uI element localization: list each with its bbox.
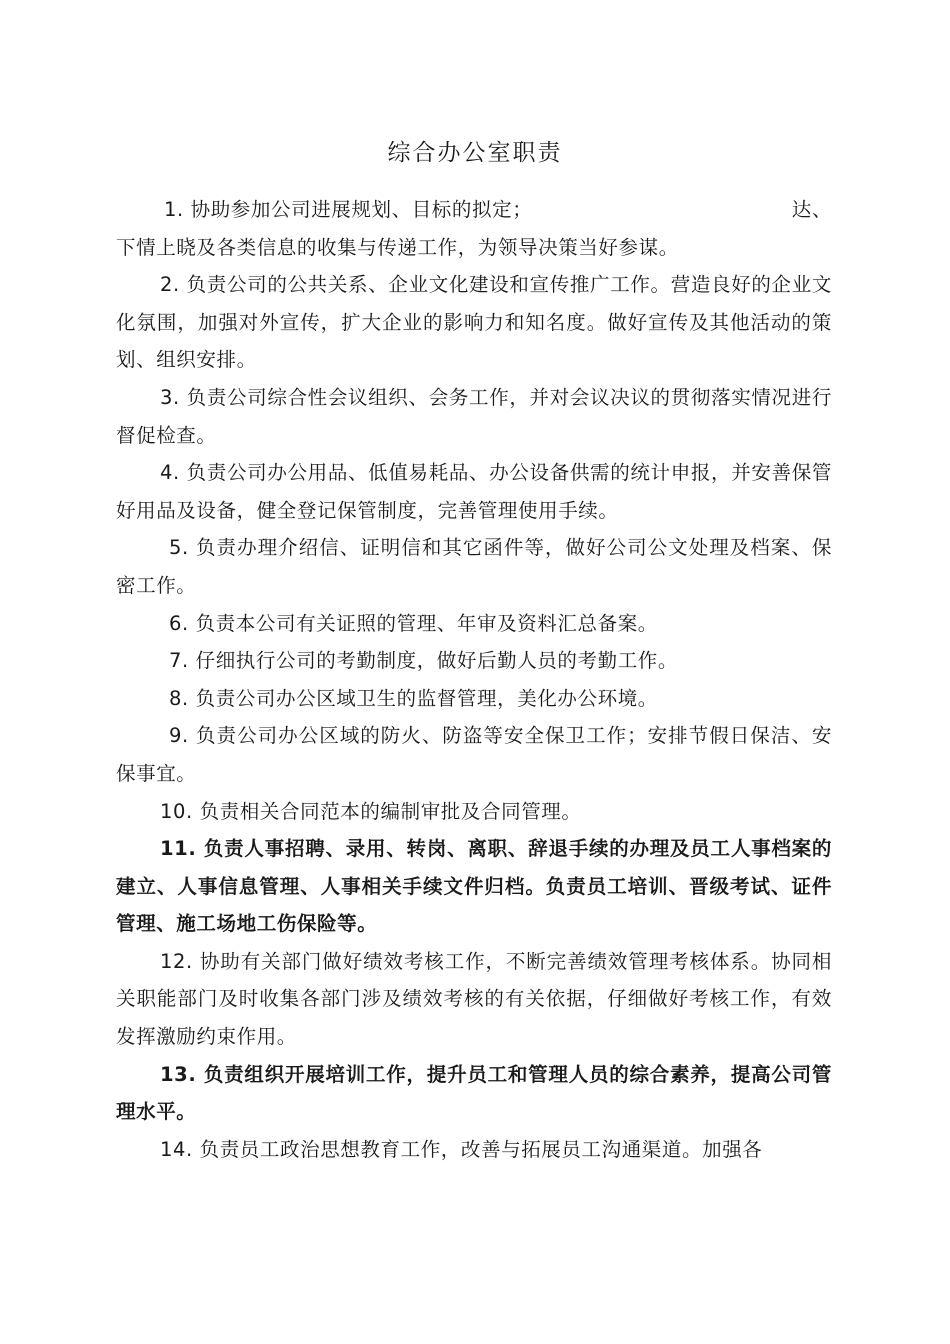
duty-item-1-text-b: 达、 [791,198,832,221]
document-body [116,191,832,1168]
duty-item-9: 9. 负责公司办公区域的防火、防盗等安全保卫工作；安排节假日保洁、安保事宜。 [116,724,832,785]
duty-item-11: 11. 负责人事招聘、录用、转岗、离职、辞退手续的办理及员工人事档案的建立、人事信息管理、人事相关手续文件归档。负责员工培训、晋级考试、证件管理、施工场地工伤保险等。 [116,837,832,936]
duty-item-10: 10. 负责相关合同范本的编制审批及合同管理。 [160,799,582,823]
duty-item-12: 12. 协助有关部门做好绩效考核工作，不断完善绩效管理考核体系。协同相关职能部门及时收集各部门涉及绩效考核的有关依据，仔细做好考核工作，有效发挥激励约束作用。 [116,949,832,1049]
duty-item-5: 5. 负责办理介绍信、证明信和其它函件等，做好公司公文处理及档案、保密工作。 [116,536,832,597]
duty-item-13: 13. 负责组织开展培训工作，提升员工和管理人员的综合素养，提高公司管理水平。 [116,1062,832,1124]
duty-item-8: 8. 负责公司办公区域卫生的监督管理，美化办公环境。 [169,686,658,710]
duty-item-1-text-c: 下情上晓及各类信息的收集与传递工作，为领导决策当好参谋。 [116,235,679,259]
duty-item-14: 14. 负责员工政治思想教育工作，改善与拓展员工沟通渠道。加强各 [160,1137,763,1161]
duty-item-6: 6. 负责本公司有关证照的管理、年审及资料汇总备案。 [169,611,658,635]
duty-item-2: 2. 负责公司的公共关系、企业文化建设和宣传推广工作。营造良好的企业文化氛围，加强对外宣传，扩大企业的影响力和知名度。做好宣传及其他活动的策划、组织安排。 [116,273,832,372]
duty-item-7: 7. 仔细执行公司的考勤制度，做好后勤人员的考勤工作。 [169,649,679,673]
duty-item-3: 3. 负责公司综合性会议组织、会务工作，并对会议决议的贯彻落实情况进行督促检查。 [116,385,832,447]
duty-item-1-text-a: 1. 协助参加公司进展规划、目标的拟定； [164,198,533,221]
duty-item-1 [116,191,832,266]
duty-item-4: 4. 负责公司办公用品、低值易耗品、办公设备供需的统计申报，并安善保管好用品及设备，健全登记保管制度，完善管理使用手续。 [116,461,832,522]
document-title: 综合办公室职责 [387,140,563,166]
